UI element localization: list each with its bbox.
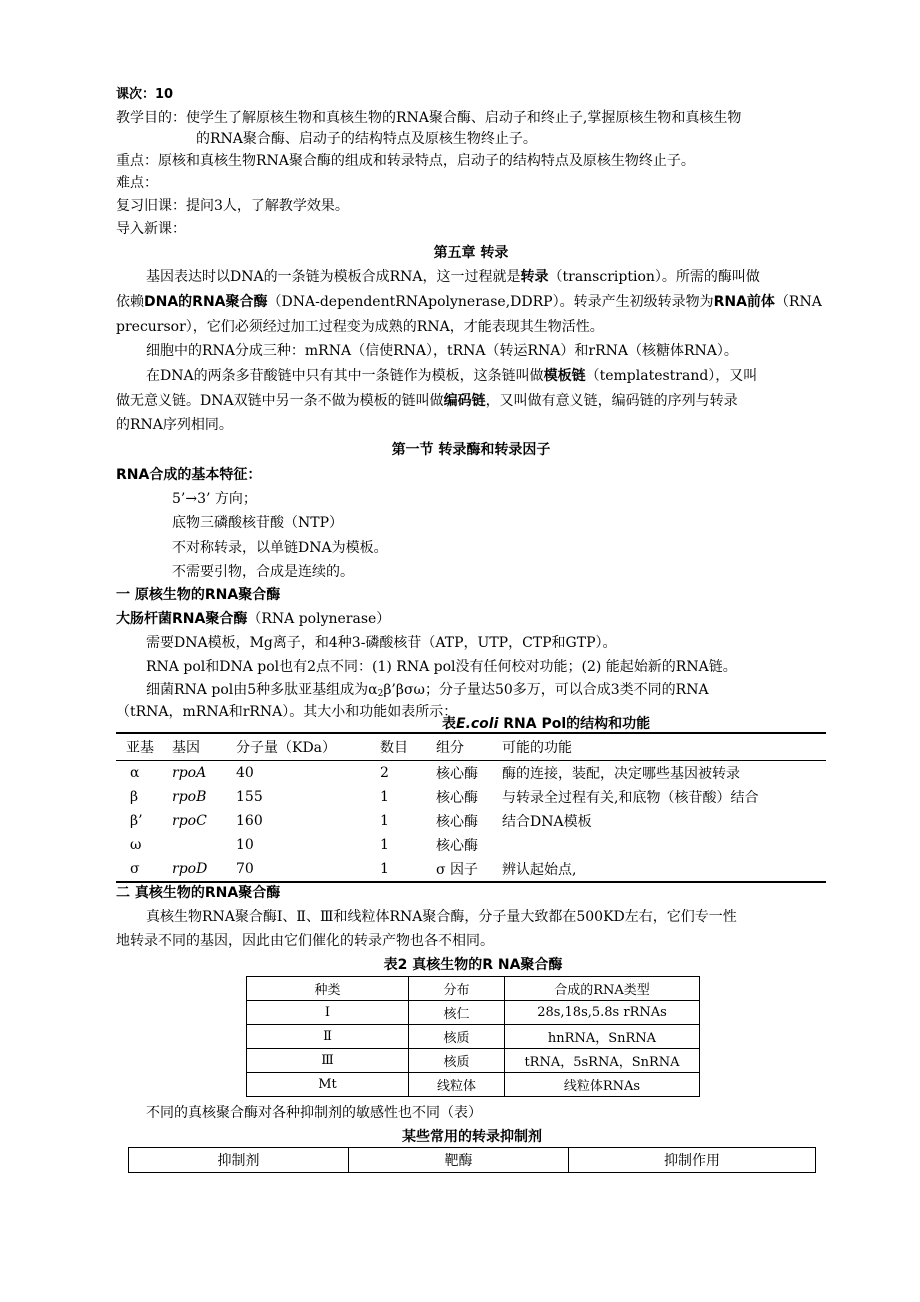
table-cell: tRNA，5sRNA，SnRNA	[505, 1049, 700, 1073]
table-header-cell: 分布	[409, 977, 505, 1001]
table-row	[247, 1073, 700, 1097]
ecoli-p3-line1	[146, 681, 709, 703]
text: β’βσω；分子量达50多万，可以合成3类不同的RNA	[383, 682, 709, 698]
text: ，又叫做有意义链，编码链的序列与转录	[485, 393, 738, 409]
term-template-strand: 模板链	[543, 368, 586, 384]
table-cell: 结合DNA模板	[502, 814, 592, 830]
table-cell: Mt	[247, 1073, 409, 1097]
text: 基因表达时以DNA的一条链为模板合成RNA，这一过程就是	[146, 269, 521, 285]
intro: 导入新课：	[116, 221, 186, 237]
table-cell: 核质	[409, 1025, 505, 1049]
table-cell: 核心酶	[436, 766, 478, 782]
ecoli-title-rest: （RNA polynerase）	[247, 611, 391, 627]
table-row	[116, 761, 826, 786]
table-header-cell: 亚基	[116, 733, 172, 761]
table-cell: 核心酶	[436, 790, 478, 806]
table-row	[116, 809, 826, 833]
table-cell: rpoB	[172, 789, 207, 805]
chapter-p1-line1	[146, 268, 760, 286]
term-ddrp: DNA的RNA聚合酶	[144, 294, 268, 310]
table-row	[247, 1001, 700, 1025]
text: RNA Pol的结构和功能	[503, 716, 651, 732]
inhibitor-table	[128, 1147, 816, 1173]
table-cell: 1	[380, 789, 389, 805]
table-row	[116, 833, 826, 857]
ecoli-title	[116, 610, 390, 628]
feature-item: 不需要引物，合成是连续的。	[172, 564, 354, 580]
table-cell: 160	[236, 813, 263, 829]
table-row	[116, 785, 826, 809]
text: 表	[442, 716, 456, 732]
review: 复习旧课：提问3人，了解教学效果。	[116, 198, 349, 214]
ecoli-p1: 需要DNA模板，Mg离子，和4种3-磷酸核苷（ATP，UTP，CTP和GTP）。	[146, 635, 617, 651]
chapter-title: 第五章 转录	[433, 245, 509, 261]
feature-item: 不对称转录，以单链DNA为模板。	[172, 540, 388, 556]
table3-caption: 某些常用的转录抑制剂	[402, 1129, 542, 1145]
objective-line-2: 的RNA聚合酶、启动子的结构特点及原核生物终止子。	[196, 131, 537, 147]
eukaryote-p1-line1: 真核生物RNA聚合酶Ⅰ、Ⅱ、Ⅲ和线粒体RNA聚合酶，分子量大致都在500KD左右，它们专一性	[146, 909, 737, 925]
difficulty: 难点：	[116, 175, 158, 191]
table-cell: 2	[380, 765, 389, 781]
table-cell: 40	[236, 765, 254, 781]
chapter-p1-line2	[116, 293, 822, 311]
table-cell: hnRNA，SnRNA	[505, 1025, 700, 1049]
table-cell: 1	[380, 837, 389, 853]
term-coding-strand: 编码链	[443, 393, 486, 409]
table-header-cell: 基因	[172, 733, 236, 761]
text: （DNA-dependentRNApolynerase,DDRP）。转录产生初级转录物为	[267, 294, 714, 310]
text: 细菌RNA pol由5种多肽亚基组成为α	[146, 682, 378, 698]
table-cell: ω	[130, 837, 142, 853]
table-header-cell: 可能的功能	[502, 733, 826, 761]
table1-caption	[442, 715, 650, 733]
table-cell: 辨认起始点,	[502, 857, 826, 882]
table-cell: β’	[130, 813, 143, 829]
table-cell: rpoC	[172, 813, 207, 829]
table-cell: 10	[236, 837, 254, 853]
ecoli-p2: RNA pol和DNA pol也有2点不同：(1) RNA pol没有任何校对功能；(2) 能起始新的RNA链。	[146, 659, 737, 675]
table-cell: α	[130, 765, 140, 781]
table-cell: 155	[236, 789, 263, 805]
table-cell	[172, 833, 236, 857]
table-header-cell: 分子量（KDa）	[236, 733, 380, 761]
subsection-prokaryote-title: 一 原核生物的RNA聚合酶	[116, 587, 281, 603]
table-cell: σ	[116, 857, 172, 882]
feature-item: 5’→3’ 方向；	[172, 491, 257, 507]
table-cell: σ 因子	[436, 857, 502, 882]
text: 在DNA的两条多苷酸链中只有其中一条链作为模板，这条链叫做	[146, 368, 544, 384]
table-header-cell: 抑制剂	[129, 1148, 349, 1173]
table-cell: 28s,18s,5.8s rRNAs	[505, 1001, 700, 1025]
table-cell: 核心酶	[436, 838, 478, 854]
table-row	[247, 1049, 700, 1073]
table-cell: rpoD	[172, 857, 236, 882]
chapter-p3-line2	[116, 392, 738, 410]
ecoli-p3-line2: （tRNA，mRNA和rRNA）。其大小和功能如表所示：	[116, 704, 458, 720]
rna-pol-table	[116, 732, 826, 883]
chapter-p3-line1	[146, 367, 757, 385]
subsection-eukaryote-title: 二 真核生物的RNA聚合酶	[116, 885, 281, 901]
table-cell: 1	[380, 813, 389, 829]
subscript: 2	[377, 689, 384, 699]
text: （transcription）。所需的酶叫做	[548, 269, 760, 285]
table-cell: Ⅱ	[247, 1025, 409, 1049]
table-cell: 与转录全过程有关,和底物（核苷酸）结合	[502, 790, 759, 806]
table-cell: 酶的连接，装配，决定哪些基因被转录	[502, 766, 740, 782]
objective-line-1: 教学目的：使学生了解原核生物和真核生物的RNA聚合酶、启动子和终止子,掌握原核生物和真核生物	[116, 110, 742, 126]
chapter-p2: 细胞中的RNA分成三种：mRNA（信使RNA），tRNA（转运RNA）和rRNA（核糖体RNA）。	[146, 343, 738, 359]
table-cell: 核仁	[409, 1001, 505, 1025]
text: 做无意义链。DNA双链中另一条不做为模板的链叫做	[116, 393, 444, 409]
table-cell	[502, 833, 826, 857]
table-cell: Ⅰ	[247, 1001, 409, 1025]
table-header-cell: 抑制作用	[569, 1148, 816, 1173]
text: （templatestrand），又叫	[585, 368, 758, 384]
table-row	[116, 857, 826, 882]
table-header-cell: 种类	[247, 977, 409, 1001]
table-header-row	[129, 1148, 816, 1173]
ecoli-title-bold: 大肠杆菌RNA聚合酶	[116, 611, 248, 627]
section-title: 第一节 转录酶和转录因子	[391, 442, 551, 458]
table-cell: 70	[236, 857, 380, 882]
chapter-p3-line3: 的RNA序列相同。	[116, 417, 233, 433]
eukaryote-pol-table	[246, 976, 700, 1097]
text: （RNA	[774, 294, 822, 310]
table-cell: 核心酶	[436, 814, 478, 830]
table-cell: β	[130, 789, 139, 805]
table-header-row	[116, 733, 826, 761]
lesson-number: 课次：10	[116, 87, 174, 102]
key-points: 重点：原核和真核生物RNA聚合酶的组成和转录特点，启动子的结构特点及原核生物终止子。	[116, 153, 695, 169]
table-cell: 线粒体RNAs	[505, 1073, 700, 1097]
table2-caption: 表2 真核生物的R NA聚合酶	[383, 957, 563, 973]
chapter-p1-line3: precursor），它们必须经过加工过程变为成熟的RNA，才能表现其生物活性。	[116, 319, 604, 335]
table-row	[247, 1025, 700, 1049]
table-header-cell: 组分	[436, 733, 502, 761]
table-cell: 核质	[409, 1049, 505, 1073]
eukaryote-p1-line2: 地转录不同的基因，因此由它们催化的转录产物也各不相同。	[116, 933, 494, 949]
term-transcription: 转录	[520, 269, 549, 285]
feature-item: 底物三磷酸核苷酸（NTP）	[172, 515, 344, 531]
table-cell: 1	[380, 857, 436, 882]
text: 依赖	[116, 294, 144, 310]
term-rna-precursor: RNA前体	[713, 294, 775, 310]
table-header-cell: 合成的RNA类型	[505, 977, 700, 1001]
table-header-row	[247, 977, 700, 1001]
table-cell: rpoA	[172, 765, 207, 781]
text-italic: E.coli	[456, 716, 499, 732]
table-header-cell: 靶酶	[349, 1148, 569, 1173]
inhibitor-note: 不同的真核聚合酶对各种抑制剂的敏感性也不同（表）	[146, 1105, 482, 1121]
table-header-cell: 数目	[380, 733, 436, 761]
table-cell: Ⅲ	[247, 1049, 409, 1073]
table-cell: 线粒体	[409, 1073, 505, 1097]
features-title: RNA合成的基本特征：	[116, 467, 262, 483]
